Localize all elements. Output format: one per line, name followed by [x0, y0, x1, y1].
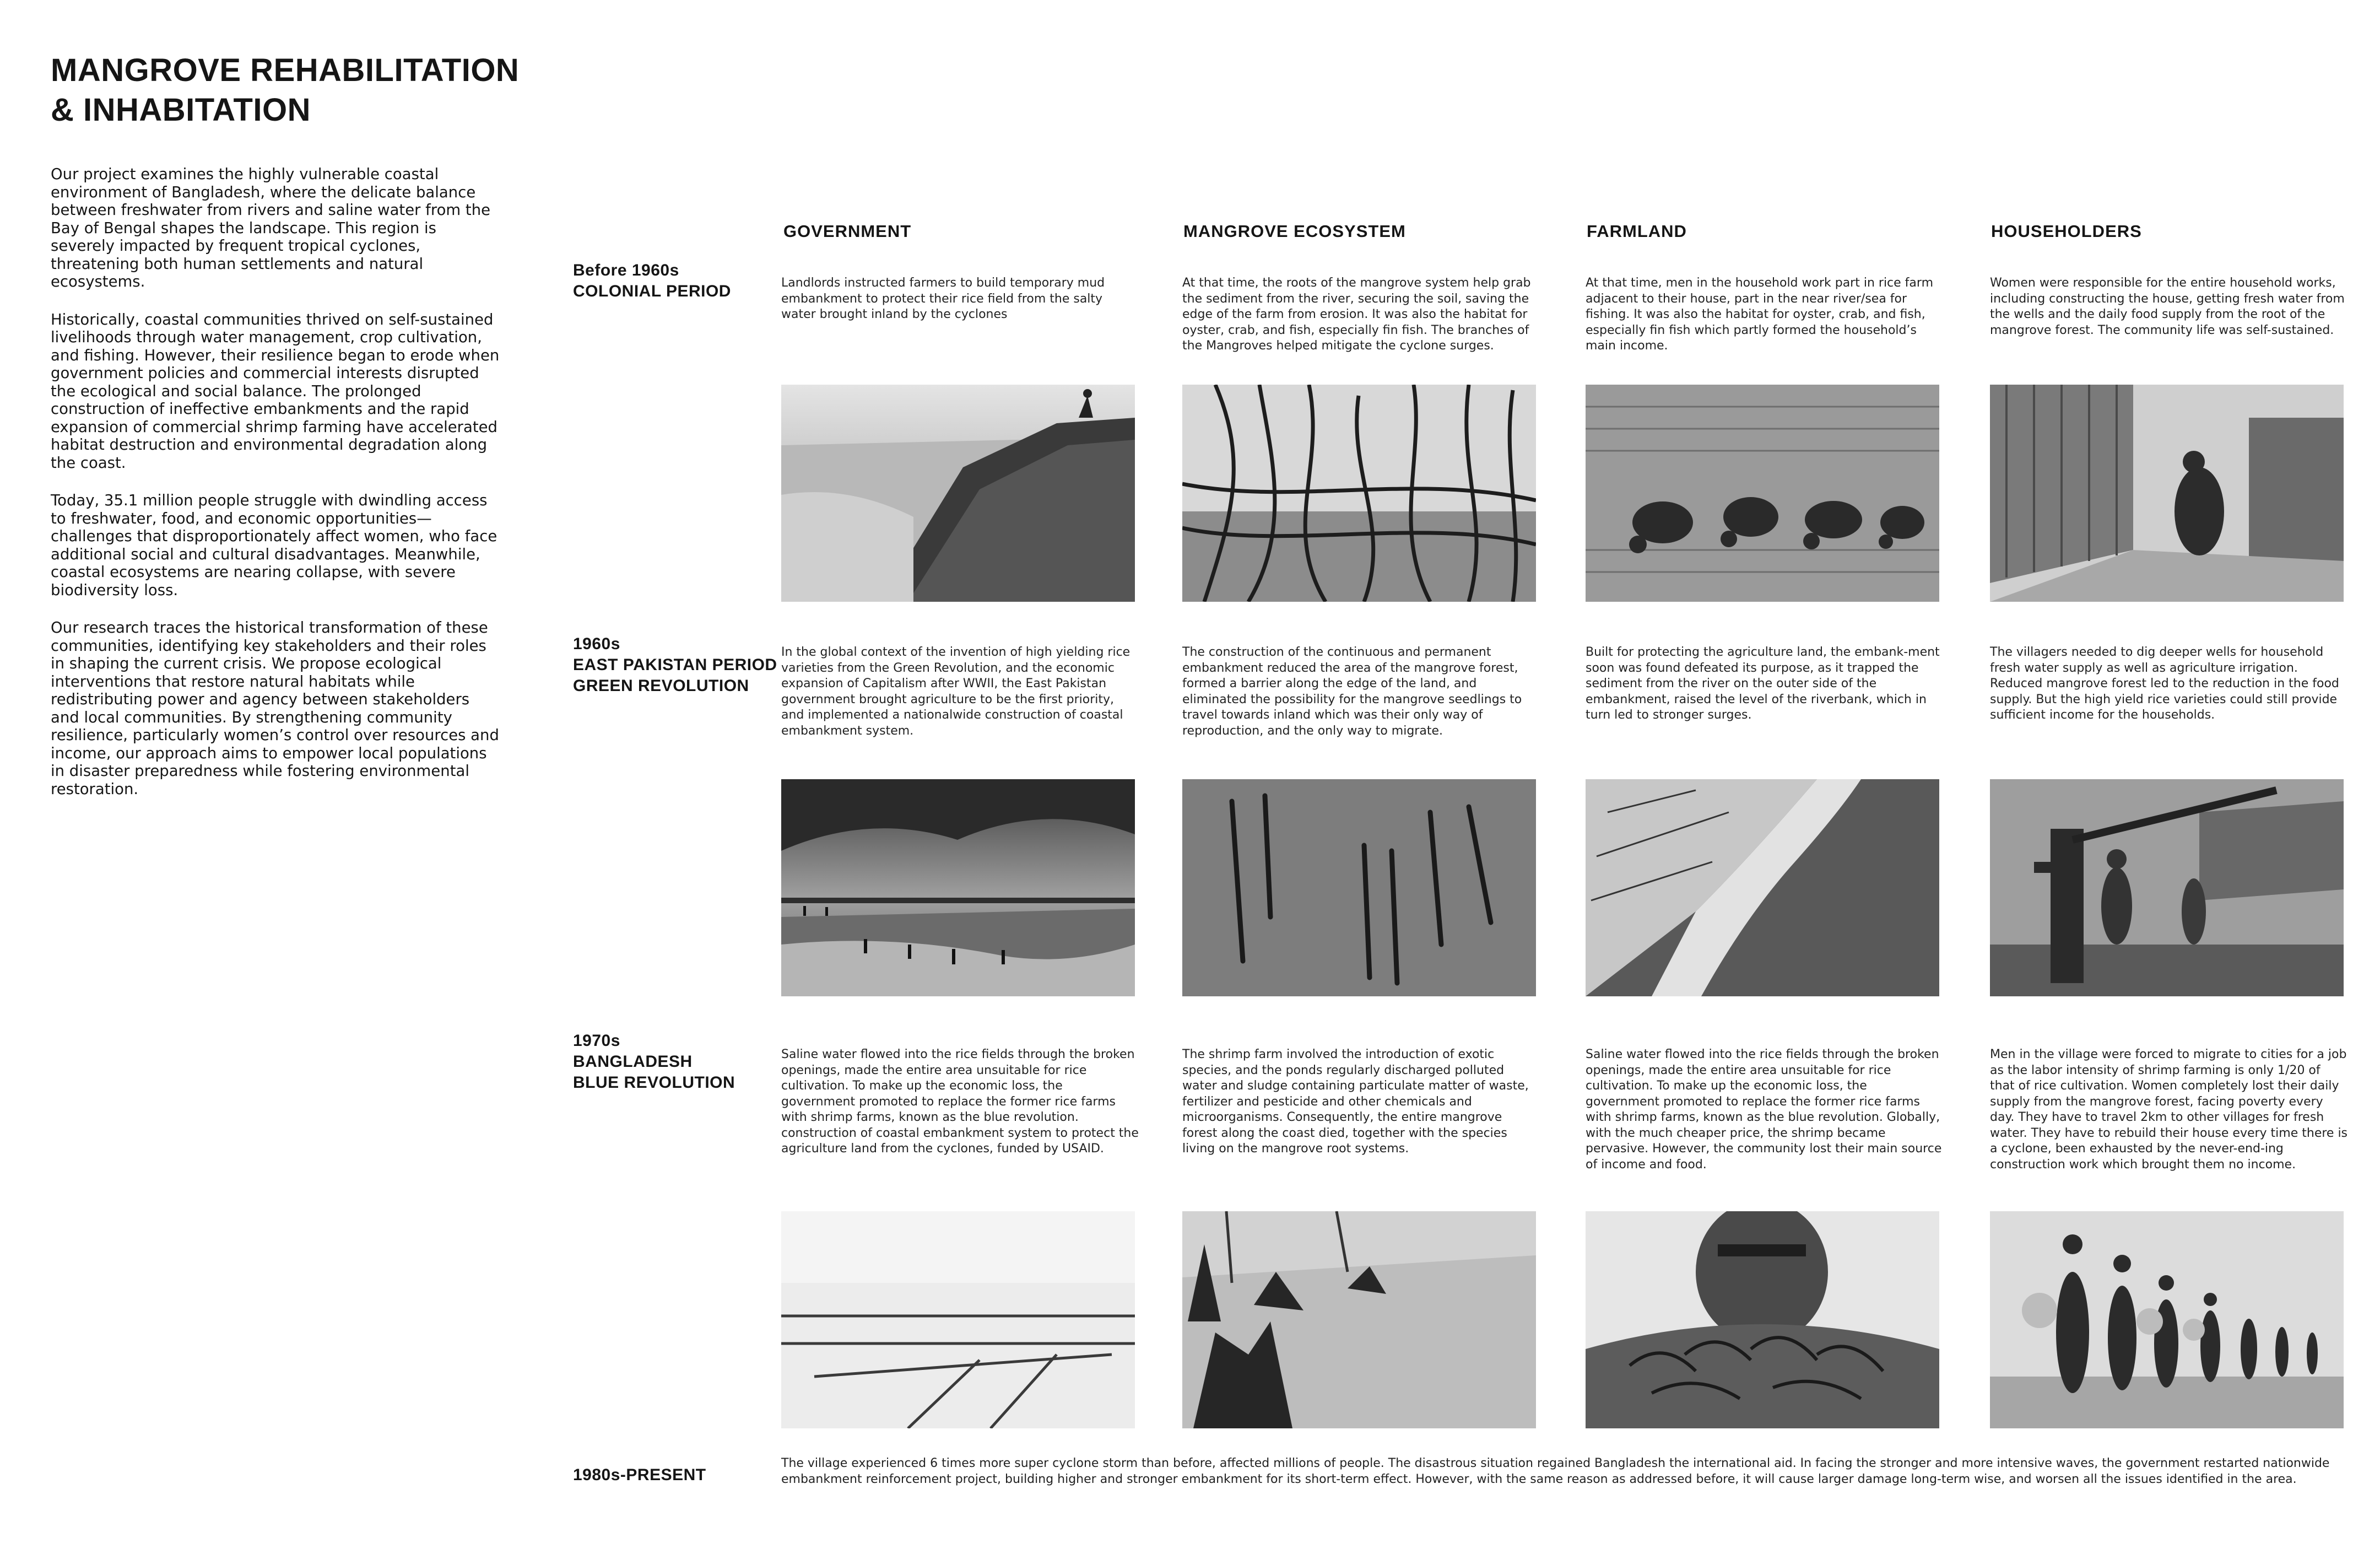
photo-shrimp-farm-ponds — [781, 1211, 1135, 1428]
description-government-1970s: Saline water flowed into the rice fields through the broken openings, made the entire area unsuitable for rice cultivation. To make up the economic loss, the government promoted to replace the former rice farms with shrimp farms, known as the blue revolution. construction of coastal embankment system to protect the agriculture land from the cyclones, funded by USAID. — [781, 1048, 1139, 1156]
period-label-line: 1960s — [573, 635, 620, 653]
intro-paragraph: Our research traces the historical transformation of these communities, identifying key stakeholders and their roles in shaping the current crisis. We propose ecological interventions that restore natural habitats while redistributing power and agency between stakeholders and local communities. By strengthening community resilience, particularly women’s control over resources and income, our approach aims to empower local populations in disaster preparedness while fostering environmental restoration. — [51, 619, 499, 798]
photo-woman-building-house — [1990, 385, 2344, 602]
description-householders-1970s: Men in the village were forced to migrate to cities for a job as the labor intensity of shrimp farming is only 1/20 of that of rice cultivation. Women completely lost their daily supply from the mangrove forest, facing poverty every day. They have to travel 2km to other villages for fresh water. They have to rebuild their house every time there is a cyclone, been exhausted by the never-end-ing construction work which brought them no income. — [1990, 1048, 2348, 1172]
photo-children-hand-pump-well — [1990, 779, 2344, 996]
photo-mangrove-seedlings-underwater — [1182, 779, 1536, 996]
description-mangrove-colonial: At that time, the roots of the mangrove system help grab the sediment from the river, securing the soil, saving the edge of the farm from erosion. It was also the habitat for oyster, crab, and fish, especially fin fish. The branches of the Mangroves helped mitigate the cyclone surges. — [1182, 276, 1531, 353]
photo-women-carrying-water-pots — [1990, 1211, 2344, 1428]
title-line-1: MANGROVE REHABILITATION — [51, 52, 520, 88]
photo-embankment-construction-workers — [781, 779, 1135, 996]
description-government-1960s: In the global context of the invention of high yielding rice varieties from the Green Revolution, and the economic expansion of Capitalism after WWII, the East Pakistan government brought agriculture to be the first priority, and implemented a nationalwide construction of coastal embankment system. — [781, 645, 1130, 738]
photo-farmers-rice-field — [1586, 385, 1939, 602]
period-label-line: GREEN REVOLUTION — [573, 677, 749, 695]
period-label-line: Before 1960s — [573, 261, 679, 279]
intro-paragraph: Today, 35.1 million people struggle with dwindling access to freshwater, food, and economic opportunities—challenges that disproportionately affect women, who face additional social and cultural disadvantages. Meanwhile, coastal ecosystems are nearing collapse, with severe biodiversity loss. — [51, 492, 497, 599]
period-label-line: BANGLADESH — [573, 1053, 693, 1071]
photo-mangrove-roots — [1182, 385, 1536, 602]
column-header-farmland: FARMLAND — [1587, 222, 1687, 241]
photo-dead-mangrove-beach — [1182, 1211, 1536, 1428]
description-farmland-1960s: Built for protecting the agriculture land, the embank-ment soon was found defeated its purpose, as it trapped the sediment from the river on the outer side of the embankment, raised the level of the riverbank, which in turn led to stronger surges. — [1586, 645, 1940, 722]
description-farmland-1970s: Saline water flowed into the rice fields through the broken openings, made the entire area unsuitable for rice cultivation. To make up the economic loss, the government promoted to replace the former rice farms with shrimp farms, known as the blue revolution. Globally, with the much cheaper price, the shrimp became pervasive. However, the community lost their main source of income and food. — [1586, 1048, 1942, 1172]
column-header-government: GOVERNMENT — [783, 222, 912, 241]
description-mangrove-1970s: The shrimp farm involved the introduction of exotic species, and the ponds regularly discharged polluted water and sludge containing particulate matter of waste, fertilizer and pesticide and other chemicals and microorganisms. Consequently, the entire mangrove forest along the coast died, together with the species living on the mangrove root systems. — [1182, 1048, 1529, 1156]
period-label-line: BLUE REVOLUTION — [573, 1073, 735, 1092]
description-householders-colonial: Women were responsible for the entire household works, including constructing the house, getting fresh water from the wells and the daily food supply from the root of the mangrove forest. The community life was self-sustained. — [1990, 276, 2345, 337]
page-title — [51, 51, 524, 130]
period-label-line: 1970s — [573, 1032, 620, 1050]
period-label-line: 1980s-PRESENT — [573, 1466, 706, 1484]
title-line-2: & INHABITATION — [51, 92, 311, 128]
photo-aerial-embankment-river — [1586, 779, 1939, 996]
period-label-1970s — [573, 1030, 735, 1093]
description-1980s-present: The village experienced 6 times more super cyclone storm than before, affected millions of people. The disastrous situation regained Bangladesh the international aid. In facing the stronger and more intensive waves, the government restarted nationwide embankment reinforcement project, building higher and stronger embankment for its short-term effect. However, with the same reason as addressed before, it will cause larger damage long-term wise, and worsen all the issues identified in the area. — [781, 1456, 2330, 1486]
photo-man-holding-shrimp — [1586, 1211, 1939, 1428]
description-mangrove-1960s: The construction of the continuous and permanent embankment reduced the area of the mangrove forest, formed a barrier along the edge of the land, and eliminated the possibility for the mangrove seedlings to travel towards inland which was their only way of reproduction, and the only way to migrate. — [1182, 645, 1522, 738]
period-label-1960s — [573, 634, 777, 697]
intro-paragraph: Our project examines the highly vulnerable coastal environment of Bangladesh, where the delicate balance between freshwater from rivers and saline water from the Bay of Bengal shapes the landscape. This region is severely impacted by frequent tropical cyclones, threatening both human settlements and natural ecosystems. — [51, 165, 491, 290]
description-farmland-colonial: At that time, men in the household work part in rice farm adjacent to their house, part in the near river/sea for fishing. It was also the habitat for oyster, crab, and fish, especially fin fish which partly formed the household’s main income. — [1586, 276, 1933, 353]
period-label-before-1960s — [573, 260, 731, 302]
period-label-1980s-present — [573, 1465, 706, 1486]
column-header-householders: HOUSEHOLDERS — [1991, 222, 2142, 241]
description-householders-1960s: The villagers needed to dig deeper wells for household fresh water supply as well as agriculture irrigation. Reduced mangrove forest led to the reduction in the food supply. But the high yield rice varieties could still provide sufficient income for the households. — [1990, 645, 2339, 722]
photo-eroded-mud-embankment — [781, 385, 1135, 602]
column-header-mangrove-ecosystem: MANGROVE ECOSYSTEM — [1183, 222, 1406, 241]
intro-text — [51, 165, 502, 818]
intro-paragraph: Historically, coastal communities thrived on self-sustained livelihoods through water management, crop cultivation, and fishing. However, their resilience began to erode when government policies and commercial interests disrupted the ecological and social balance. The prolonged construction of ineffective embankments and the rapid expansion of commercial shrimp farming have accelerated habitat destruction and environmental degradation along the coast. — [51, 310, 500, 472]
period-label-line: EAST PAKISTAN PERIOD — [573, 656, 777, 674]
description-government-colonial: Landlords instructed farmers to build temporary mud embankment to protect their rice field from the salty water brought inland by the cyclones — [781, 276, 1105, 321]
period-label-line: COLONIAL PERIOD — [573, 282, 731, 300]
